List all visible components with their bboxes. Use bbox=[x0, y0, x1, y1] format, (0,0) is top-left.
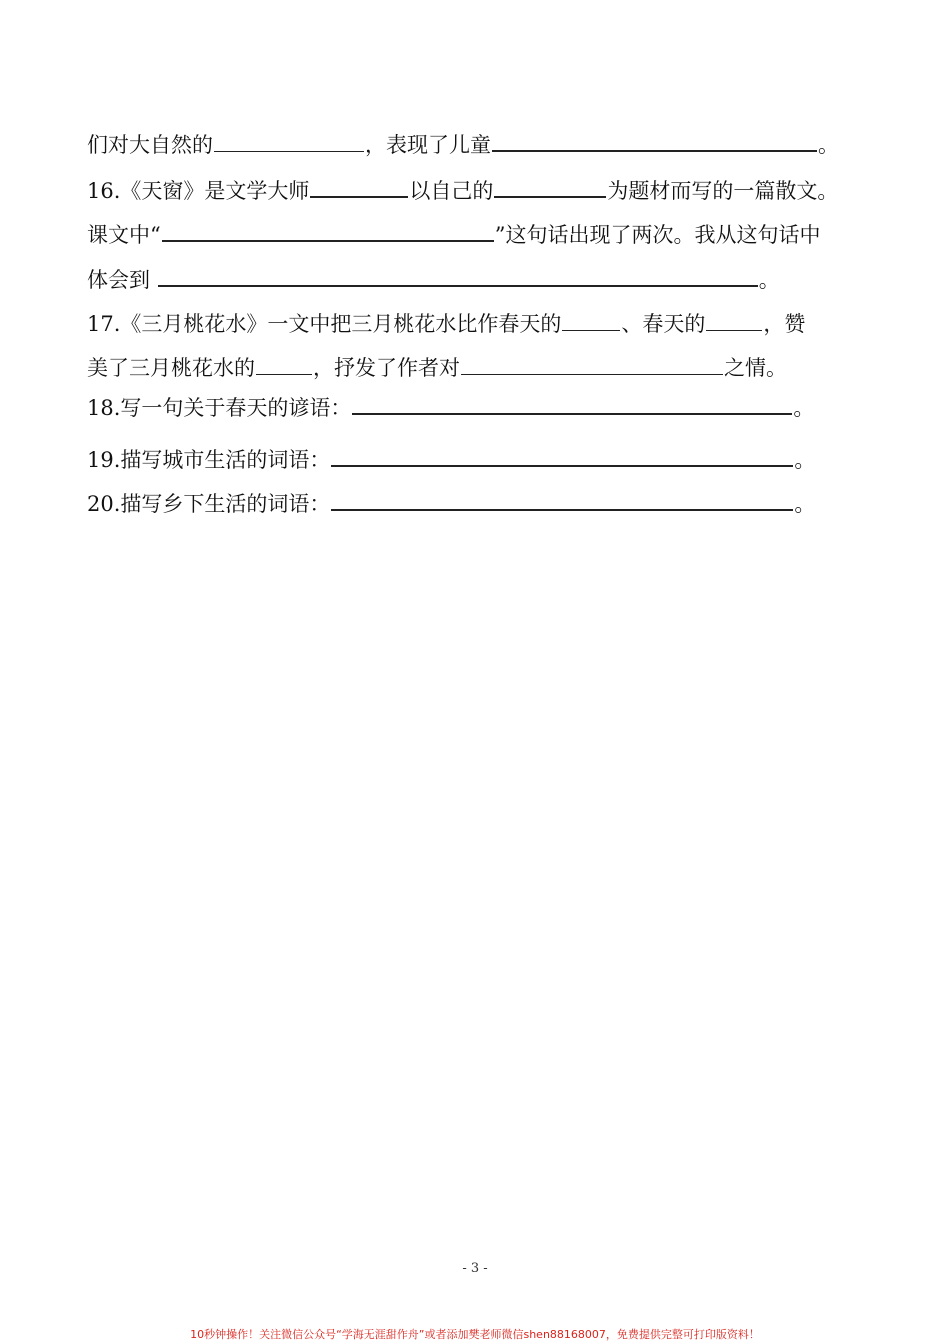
text-segment: 17.《三月桃花水》一文中把三月桃花水比作春天的 bbox=[87, 312, 562, 336]
text-segment: 课文中“ bbox=[87, 223, 161, 247]
text-segment: 。 bbox=[794, 492, 816, 516]
text-segment: 20.描写乡下生活的词语： bbox=[87, 492, 331, 516]
text-segment: ”这句话出现了两次。我从这句话中 bbox=[494, 223, 821, 247]
answer-blank[interactable] bbox=[331, 489, 793, 511]
answer-blank[interactable] bbox=[331, 445, 793, 467]
answer-blank[interactable] bbox=[461, 354, 723, 375]
question-16-quote-line bbox=[87, 220, 821, 249]
page-number: - 3 - bbox=[462, 1261, 488, 1276]
question-19 bbox=[87, 445, 815, 474]
text-segment: 。 bbox=[794, 448, 816, 472]
answer-blank[interactable] bbox=[310, 176, 408, 198]
answer-blank[interactable] bbox=[492, 130, 817, 152]
text-segment: 以自己的 bbox=[409, 179, 494, 203]
answer-blank[interactable] bbox=[158, 265, 758, 287]
footer-notice: 10秒钟操作！关注微信公众号“学海无涯甜作舟”或者添加樊老师微信shen88168007，免费提供完整可打印版资料！ bbox=[190, 1328, 760, 1341]
question-15-continued bbox=[87, 130, 839, 159]
answer-blank[interactable] bbox=[494, 176, 606, 198]
question-16 bbox=[87, 176, 838, 205]
text-segment: 。 bbox=[793, 396, 815, 420]
text-segment: 为题材而写的一篇散文。 bbox=[607, 179, 839, 203]
text-segment: 们对大自然的 bbox=[87, 133, 213, 157]
text-segment: ，表现了儿童 bbox=[365, 133, 491, 157]
answer-blank[interactable] bbox=[706, 310, 762, 331]
text-segment: 美了三月桃花水的 bbox=[87, 356, 255, 380]
answer-blank[interactable] bbox=[352, 393, 792, 415]
text-segment: 之情。 bbox=[724, 356, 787, 380]
answer-blank[interactable] bbox=[562, 310, 620, 331]
answer-blank[interactable] bbox=[214, 131, 364, 152]
text-segment: 18.写一句关于春天的谚语： bbox=[87, 396, 352, 420]
question-16-insight-line bbox=[87, 265, 780, 294]
text-segment: 。 bbox=[758, 268, 780, 292]
text-segment: ，抒发了作者对 bbox=[313, 356, 460, 380]
answer-blank[interactable] bbox=[162, 220, 494, 242]
question-17 bbox=[87, 310, 805, 338]
text-segment: 体会到 bbox=[87, 268, 157, 292]
text-segment: 。 bbox=[818, 133, 839, 157]
text-segment: 、春天的 bbox=[621, 312, 706, 336]
text-segment: 16.《天窗》是文学大师 bbox=[87, 179, 310, 203]
text-segment: 19.描写城市生活的词语： bbox=[87, 448, 331, 472]
question-18 bbox=[87, 393, 814, 422]
question-20 bbox=[87, 489, 815, 518]
answer-blank[interactable] bbox=[256, 354, 312, 375]
question-17-continued bbox=[87, 354, 787, 382]
text-segment: ，赞 bbox=[763, 312, 806, 336]
